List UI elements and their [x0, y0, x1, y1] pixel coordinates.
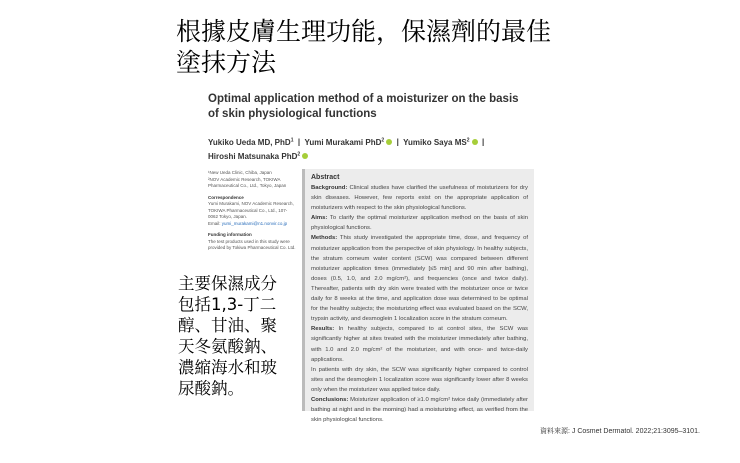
orcid-icon[interactable] — [386, 139, 392, 145]
orcid-icon[interactable] — [302, 153, 308, 159]
email-label: Email: — [208, 220, 222, 226]
label: Methods: — [311, 235, 338, 242]
correspondence: Yumi Murakami, NOV Academic Research, TOKIWA Pharmaceutical Co., Ltd., 107-0062 Tokyo, Japan. — [208, 201, 294, 219]
abstract-box — [302, 169, 534, 424]
paper-title: Optimal application method of a moisturizer on the basis of skin physiological functions — [208, 93, 519, 120]
author: Hiroshi Matsunaka PhD$^2$ — [208, 152, 308, 161]
abstract-conclusions: Moisturizer application of ≥1.0 mg/cm² twice daily (immediately after bathing at night and in the morning) had a moisturizing effect, as verified from the skin physiological functions. — [311, 396, 528, 424]
abstract-background: Clinical studies have clarified the usefulness of moisturizers for dry skin diseases. However, few reports exist on the appropriate application of moisturizers with respect to the skin physiological functions. — [311, 185, 528, 212]
affiliation: ²NOV Academic Research, TOKIWA Pharmaceutical Co., Ltd., Tokyo, Japan — [208, 176, 287, 188]
abstract-heading: Abstract — [311, 174, 340, 181]
orcid-icon[interactable] — [472, 139, 478, 145]
label: Conclusions: — [311, 396, 349, 403]
label: Results: — [311, 326, 335, 333]
abstract-methods: This study investigated the appropriate time, dose, and frequency of moisturizer application from the perspective of skin physiology. In healthy subjects, the stratum corneum water content (SCW) was compared between different moisturizer application times (immediately [≤5 min] and 90 min after bathing), doses (0.5, 1.0, and 2.0 mg/cm²), and frequencies (once and twice daily). Thereafter, patients with dry skin were treated with the moisturizer once or twice daily for 8 weeks at the time, and application dose was determined to be optimal for the healthy subjects; the moisturizing effect was evaluated based on the SCW, trypsin activity, and desmoglein 1 localization score in the stratum corneum. — [311, 235, 528, 323]
ingredient-note: 主要保濕成分包括1,3-丁二醇、甘油、聚天冬氨酸鈉、濃縮海水和玻尿酸鈉。 — [176, 271, 294, 401]
author: Yukiko Ueda MD, PhD$^1$ — [208, 137, 294, 147]
correspondence-heading: Correspondence — [208, 194, 244, 200]
label: Aims: — [311, 215, 328, 222]
funding-heading: Funding information — [208, 232, 252, 237]
abstract-aims: To clarify the optimal moisturizer application method on the basis of skin physiological functions. — [311, 215, 528, 232]
label: Background: — [311, 185, 348, 191]
abstract-results-2: In patients with dry skin, the SCW was significantly higher compared to control sites and the desmoglein 1 localization score was significantly lower after 8 weeks only when the moisturizer was applied twice daily. — [311, 366, 528, 393]
affiliation: ¹New Ueda Clinic, Chiba, Japan — [208, 170, 272, 175]
author: Yumiko Saya $MS^2$ — [403, 138, 477, 147]
email-link[interactable]: yumi_murakami@n1.nonvir.co.jp — [221, 220, 288, 226]
author: Yumi Murakami PhD$^2$ — [304, 138, 392, 147]
author-list: Yukiko Ueda MD, PhD$^1$ | Yumi Murakami PhD$^2$ | Yumiko Saya $MS^2$ | Hiroshi Matsunaka PhD$^2$ — [208, 137, 485, 162]
slide-title: 根據皮膚生理功能，保濕劑的最佳塗抹方法 — [176, 17, 552, 77]
citation: 資料來源: J Cosmet Dermatol. 2022;21:3095–3101. — [540, 428, 700, 435]
abstract-results: In healthy subjects, compared to at control sites, the SCW was significantly higher at sites treated with the moisturizer immediately after bathing, with 1.0 and 2.0 mg/cm² of the moisturizer, and with once- and twice-daily applications. — [311, 326, 528, 363]
paper-sidebar — [208, 170, 296, 252]
funding: The test products used in this study were provided by Tokiwa Pharmaceutical Co. Ltd. — [208, 238, 296, 250]
